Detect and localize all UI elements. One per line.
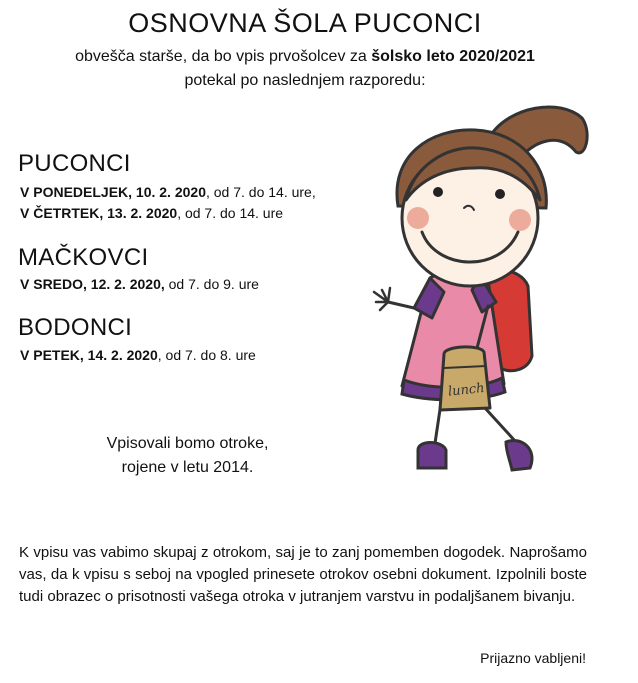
schedule-entry xyxy=(20,203,316,224)
schedule-time: , od 7. do 8. ure xyxy=(157,347,256,363)
hand-icon xyxy=(374,288,390,310)
location-mackovci: MAČKOVCI xyxy=(18,244,149,271)
schedule-date: V PETEK, 14. 2. 2020 xyxy=(20,347,158,363)
cheek-icon xyxy=(509,209,531,231)
shoe-icon xyxy=(418,443,446,469)
schedule-date: V SREDO, 12. 2. 2020, xyxy=(20,276,165,292)
eye-icon xyxy=(495,189,505,199)
intro-line2: potekal po naslednjem razporedu: xyxy=(184,72,426,89)
schedule-entry xyxy=(20,182,316,203)
schedule-mackovci xyxy=(20,274,259,295)
schedule-entry xyxy=(20,274,259,295)
intro-text xyxy=(0,45,610,93)
enrollment-note xyxy=(60,432,315,480)
schedule-time: od 7. do 9. ure xyxy=(164,276,259,292)
schedule-puconci xyxy=(20,182,316,224)
intro-line1: obvešča starše, da bo vpis prvošolcev za xyxy=(75,48,372,65)
schedule-entry xyxy=(20,345,256,366)
girl-illustration xyxy=(360,96,590,481)
schedule-time: , od 7. do 14. ure, xyxy=(205,184,316,200)
page-title: OSNOVNA ŠOLA PUCONCI xyxy=(128,8,482,38)
lunch-bag-label: lunch xyxy=(447,380,486,400)
schedule-date: V ČETRTEK, 13. 2. 2020 xyxy=(20,205,178,221)
schedule-time: , od 7. do 14. ure xyxy=(177,205,284,221)
shoe-icon xyxy=(506,440,532,470)
schedule-date: V PONEDELJEK, 10. 2. 2020 xyxy=(20,184,206,200)
enrollment-line1: Vpisovali bomo otroke, xyxy=(106,435,269,452)
lunch-bag-icon xyxy=(440,347,490,410)
school-year: šolsko leto 2020/2021 xyxy=(371,48,535,65)
closing-text: Prijazno vabljeni! xyxy=(480,650,586,666)
location-puconci: PUCONCI xyxy=(18,150,131,177)
schedule-bodonci xyxy=(20,345,256,366)
cheek-icon xyxy=(407,207,429,229)
info-paragraph: K vpisu vas vabimo skupaj z otrokom, saj je to zanj pomemben dogodek. Naprošamo vas, da k vpisu s seboj na vpogled prinesete otrokov osebni dokument. Izpolnili boste tudi obrazec o prisotnosti vašega otroka v jutranjem varstvu in podaljšanem bivanju. xyxy=(19,544,587,605)
eye-icon xyxy=(433,187,443,197)
location-bodonci: BODONCI xyxy=(18,314,133,341)
enrollment-line2: rojene v letu 2014. xyxy=(121,459,254,476)
